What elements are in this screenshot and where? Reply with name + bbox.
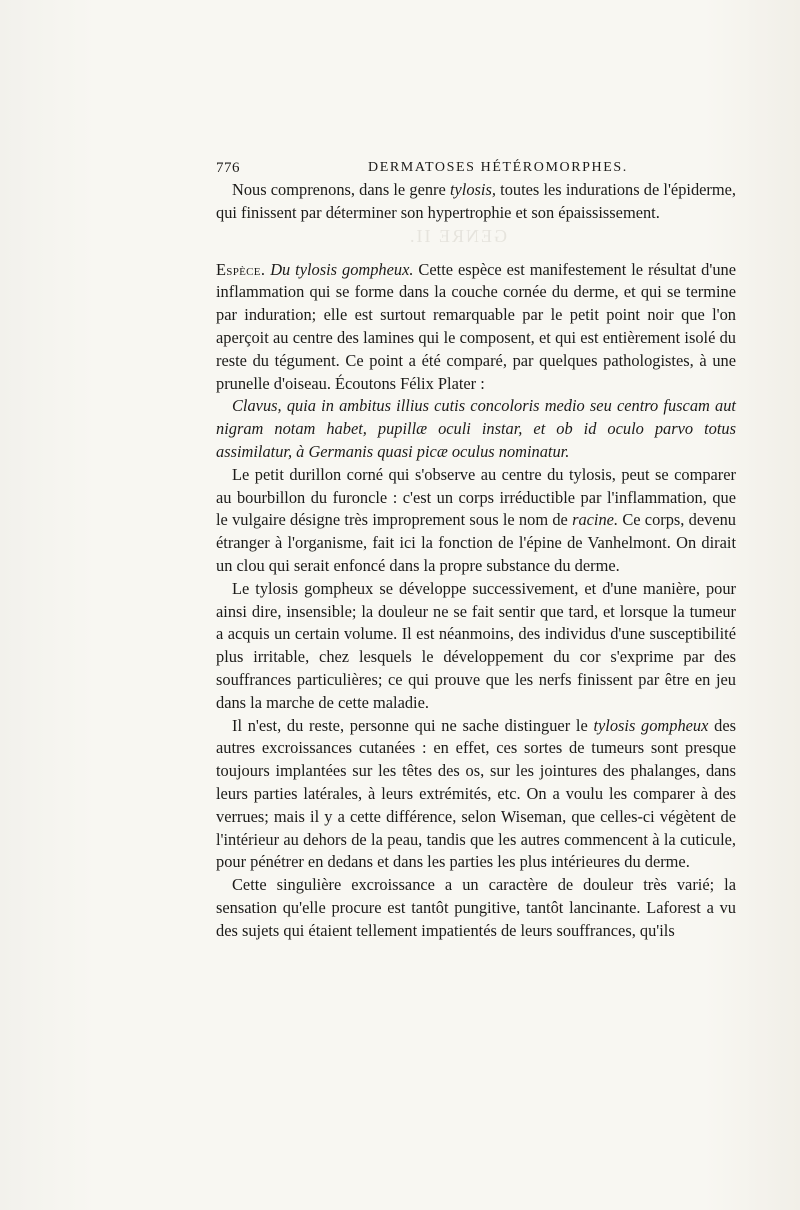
running-title: DERMATOSES HÉTÉROMORPHES. xyxy=(368,160,628,175)
term-racine: racine. xyxy=(572,510,619,530)
species-title: Du tylosis gompheux. xyxy=(270,259,414,279)
latin-quote: Clavus, quia in ambitus illius cutis concoloris medio seu centro fuscam aut nigram notam habet, pupillæ oculi instar, et ob id oculo parvo totus assimilatur, à Germanis quasi picæ oculus nominatur. xyxy=(216,396,736,461)
term-tylosis-gompheux: tylosis gompheux xyxy=(593,715,709,735)
show-through-heading: GENRE II. xyxy=(408,226,507,246)
paragraph-intro-text-2: toutes les indurations de l'épiderme, qui finissent par déterminer son hypertrophie et son épaississement. xyxy=(216,180,737,222)
paragraph-intro-text-1: Nous comprenons, dans le genre xyxy=(232,180,450,199)
paragraph-developpement: Le tylosis gompheux se développe successivement, et d'une manière, pour ainsi dire, insensible; la douleur ne se fait sentir que tard, et lorsque la tumeur a acquis un certain volume. Il est néanmoins, des individus d'une susceptibilité plus irritable, chez lesquels le développement du cor s'exprime par des souffrances particulières; ce qui prouve que les nerfs finissent par être en jeu dans la marche de cette maladie. xyxy=(216,578,736,712)
paragraph-species xyxy=(216,259,736,396)
paragraph-durillon-text-1: Le petit durillon corné qui s'observe au centre du tylosis, peut se comparer au bourbillon du furoncle : c'est un corps irréductible par l'inflammation, que le vulgaire désigne très improprement sous le nom de xyxy=(216,464,736,530)
body-text xyxy=(216,179,736,943)
species-label: Espèce. xyxy=(216,259,266,279)
term-tylosis: tylosis, xyxy=(449,180,496,199)
paragraph-distinction-text-2: des autres excroissances cutanées : en effet, ces sortes de tumeurs sont presque toujours implantées sur les têtes des os, sur les jointures des phalanges, dans leurs parties latérales, à leurs extrémités, etc. On a voulu les comparer à des verrues; mais il y a cette différence, selon Wiseman, que celles-ci végètent de l'intérieur au dehors de la peau, tandis que les autres commencent à la cuticule, pour pénétrer en dedans et dans les parties les plus intérieures du derme. xyxy=(216,715,736,872)
paragraph-distinction xyxy=(216,715,736,875)
page-number: 776 xyxy=(216,160,240,176)
paragraph-douleur: Cette singulière excroissance a un caractère de douleur très varié; la sensation qu'elle procure est tantôt pungitive, tantôt lancinante. Laforest a vu des sujets qui étaient tellement impatientés de leurs souffrances, qu'ils xyxy=(216,875,736,940)
species-text: Cette espèce est manifestement le résultat d'une inflammation qui se forme dans la couche cornée du derme, et qui se termine par induration; elle est surtout remarquable par le petit point noir que l'on aperçoit au centre des lamines qui le composent, et qui est entièrement isolé du reste du tégument. Ce point a été comparé, par quelques pathologistes, à une prunelle d'oiseau. Écoutons Félix Plater : xyxy=(216,259,736,393)
paragraph-durillon-text-2: Ce corps, devenu étranger à l'organisme, fait ici la fonction de l'épine de Vanhelmont. On dirait un clou qui serait enfoncé dans la propre substance du derme. xyxy=(216,510,736,575)
paragraph-intro xyxy=(216,179,736,225)
paragraph-distinction-text-1: Il n'est, du reste, personne qui ne sache distinguer le xyxy=(232,715,594,735)
paragraph-durillon xyxy=(216,464,736,578)
page-header xyxy=(216,158,736,180)
